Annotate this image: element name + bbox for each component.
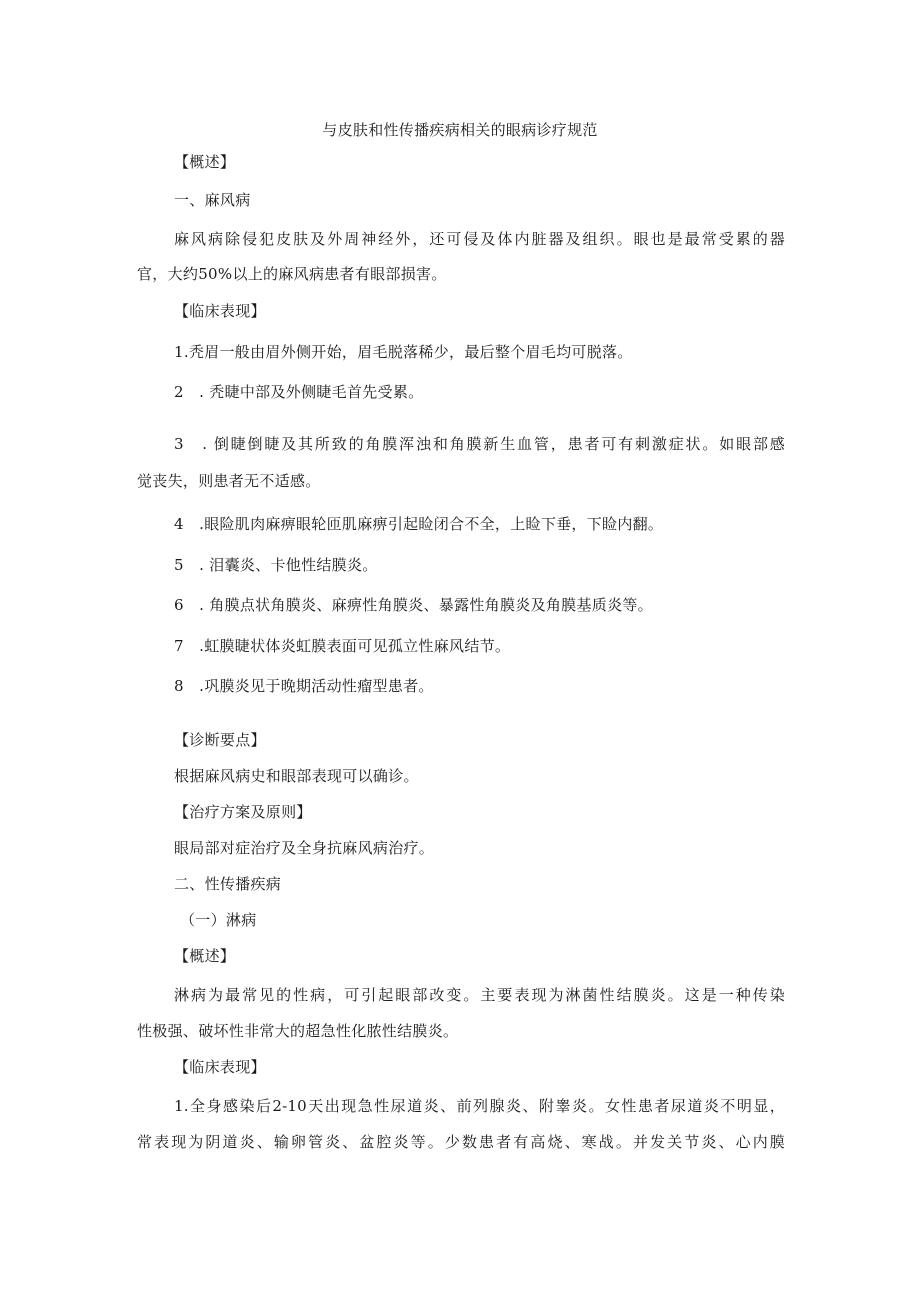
list-item: 2 . 秃睫中部及外侧睫毛首先受累。: [174, 383, 424, 401]
list-item: 3 . 倒睫倒睫及其所致的角膜浑浊和角膜新生血管，患者可有刺激症状。如眼部感: [174, 435, 785, 453]
paragraph-line: 官，大约50%以上的麻风病患者有眼部损害。: [137, 265, 447, 283]
list-item: 8 .巩膜炎见于晚期活动性瘤型患者。: [174, 677, 434, 695]
section-heading-overview: 【概述】: [174, 947, 236, 965]
subsection-heading-gonorrhea: （一）淋病: [180, 911, 257, 929]
section-heading-treatment: 【治疗方案及原则】: [174, 803, 312, 821]
paragraph-line: 性极强、破坏性非常大的超急性化脓性结膜炎。: [137, 1022, 459, 1040]
paragraph-line: 淋病为最常见的性病，可引起眼部改变。主要表现为淋菌性结膜炎。这是一种传染: [174, 986, 785, 1004]
paragraph-line: 眼局部对症治疗及全身抗麻风病治疗。: [174, 839, 435, 857]
paragraph-line: 根据麻风病史和眼部表现可以确诊。: [174, 767, 419, 785]
list-item: 7 .虹膜睫状体炎虹膜表面可见孤立性麻风结节。: [174, 637, 511, 655]
section-heading-leprosy: 一、麻风病: [174, 191, 251, 209]
section-heading-overview: 【概述】: [174, 153, 236, 171]
list-item: 1.秃眉一般由眉外侧开始，眉毛脱落稀少，最后整个眉毛均可脱落。: [174, 343, 633, 361]
list-item: 5 . 泪囊炎、卡他性结膜炎。: [174, 556, 378, 574]
paragraph-line: 麻风病除侵犯皮肤及外周神经外，还可侵及体内脏器及组织。眼也是最常受累的器: [174, 230, 785, 248]
paragraph-line: 觉丧失，则患者无不适感。: [137, 472, 321, 490]
paragraph-line: 常表现为阴道炎、输卵管炎、盆腔炎等。少数患者有高烧、寒战。并发关节炎、心内膜: [137, 1133, 785, 1151]
list-item: 1.全身感染后2-10天出现急性尿道炎、前列腺炎、附睾炎。女性患者尿道炎不明显，: [174, 1097, 785, 1115]
section-heading-clinical: 【临床表现】: [174, 1058, 266, 1076]
list-item: 6 . 角膜点状角膜炎、麻痹性角膜炎、暴露性角膜炎及角膜基质炎等。: [174, 596, 653, 614]
section-heading-diagnosis: 【诊断要点】: [174, 731, 266, 749]
section-heading-std: 二、性传播疾病: [174, 875, 282, 893]
document-title: 与皮肤和性传播疾病相关的眼病诊疗规范: [322, 121, 598, 139]
section-heading-clinical: 【临床表现】: [174, 302, 266, 320]
list-item: 4 .眼险肌肉麻痹眼轮匝肌麻痹引起睑闭合不全，上睑下垂，下睑内翻。: [174, 515, 664, 533]
